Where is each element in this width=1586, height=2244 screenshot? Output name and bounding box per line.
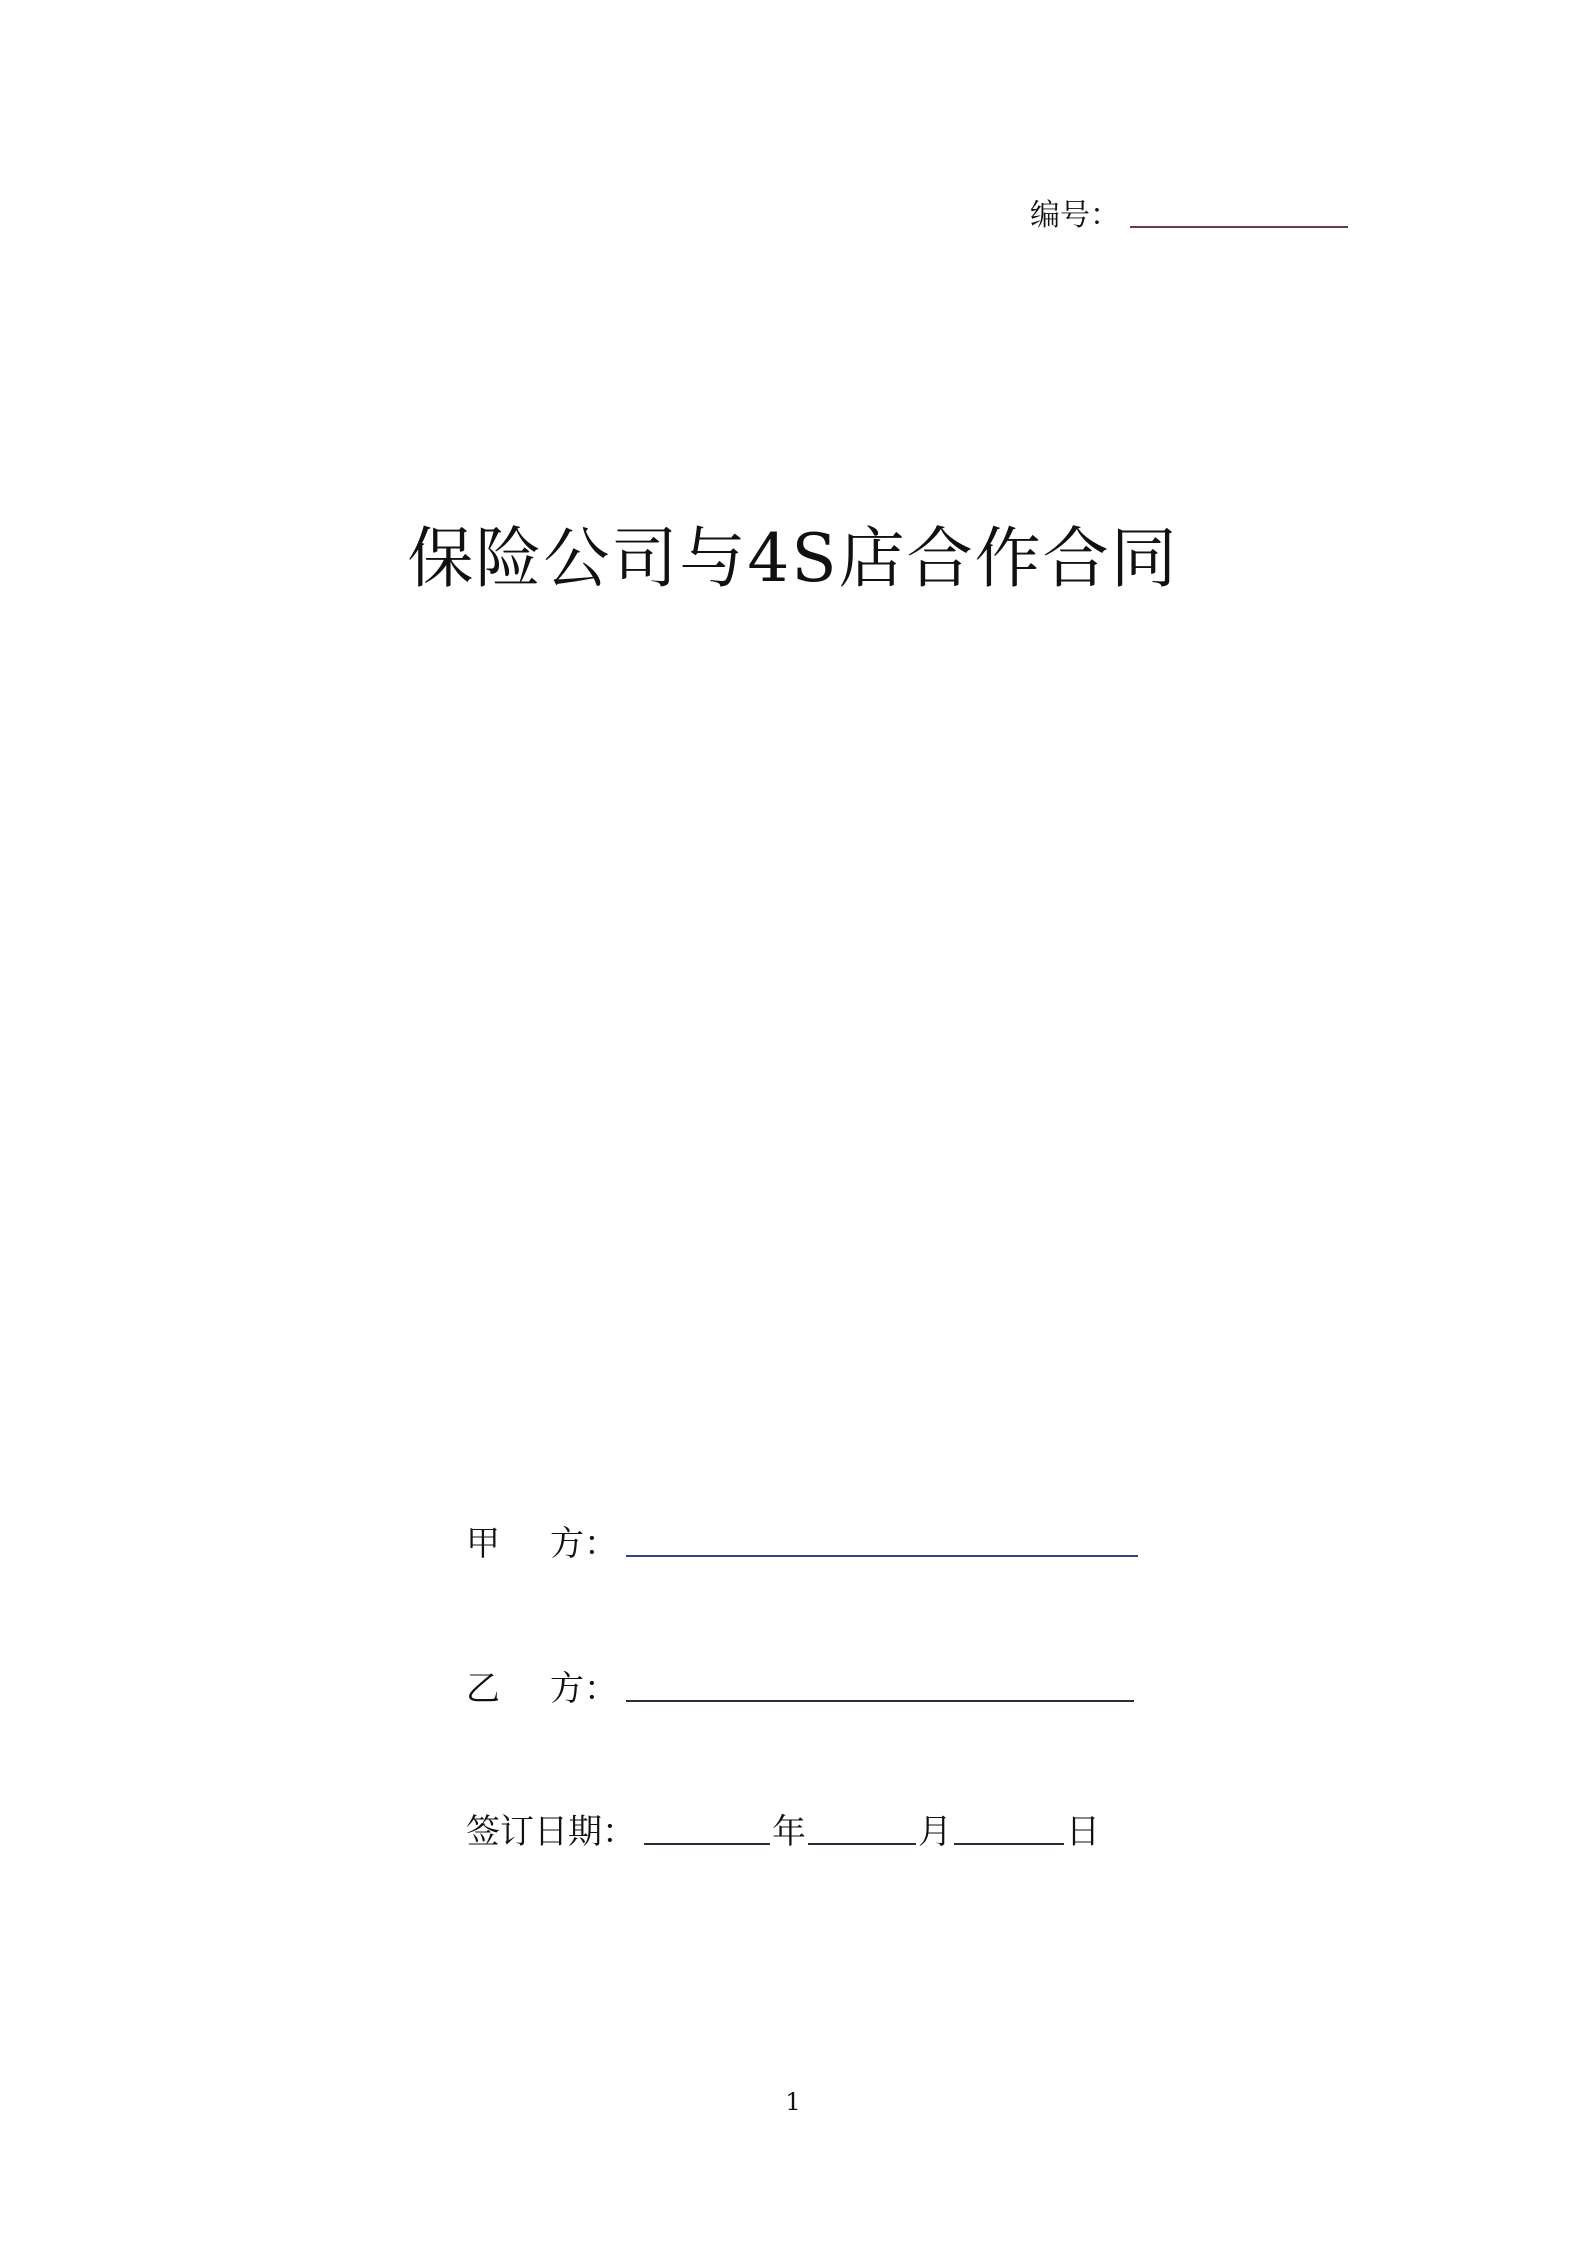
contract-number-blank[interactable] [1130, 225, 1348, 228]
party-b-label-char2: 方： [550, 1669, 618, 1709]
signing-day-label: 日 [1066, 1812, 1100, 1852]
party-a-blank[interactable] [626, 1554, 1138, 1557]
signing-date-field [466, 1803, 1100, 1853]
signing-year-blank[interactable] [644, 1842, 770, 1845]
signing-month-blank[interactable] [808, 1842, 916, 1845]
party-b-label-char1: 乙 [466, 1669, 500, 1709]
party-a-label-char1: 甲 [466, 1524, 500, 1564]
party-b-field [466, 1660, 1134, 1710]
signing-day-blank[interactable] [954, 1842, 1064, 1845]
page-number: 1 [785, 2088, 801, 2116]
signing-year-label: 年 [772, 1812, 806, 1852]
signing-month-label: 月 [918, 1812, 952, 1852]
party-a-label-char2: 方： [550, 1524, 618, 1564]
contract-number-label: 编号： [1030, 198, 1120, 233]
party-b-blank[interactable] [626, 1699, 1134, 1702]
party-a-field [466, 1515, 1138, 1565]
document-title: 保险公司与4S店合作合同 [407, 520, 1179, 597]
contract-number-field [1030, 190, 1348, 234]
signing-date-label: 签订日期： [466, 1812, 636, 1852]
